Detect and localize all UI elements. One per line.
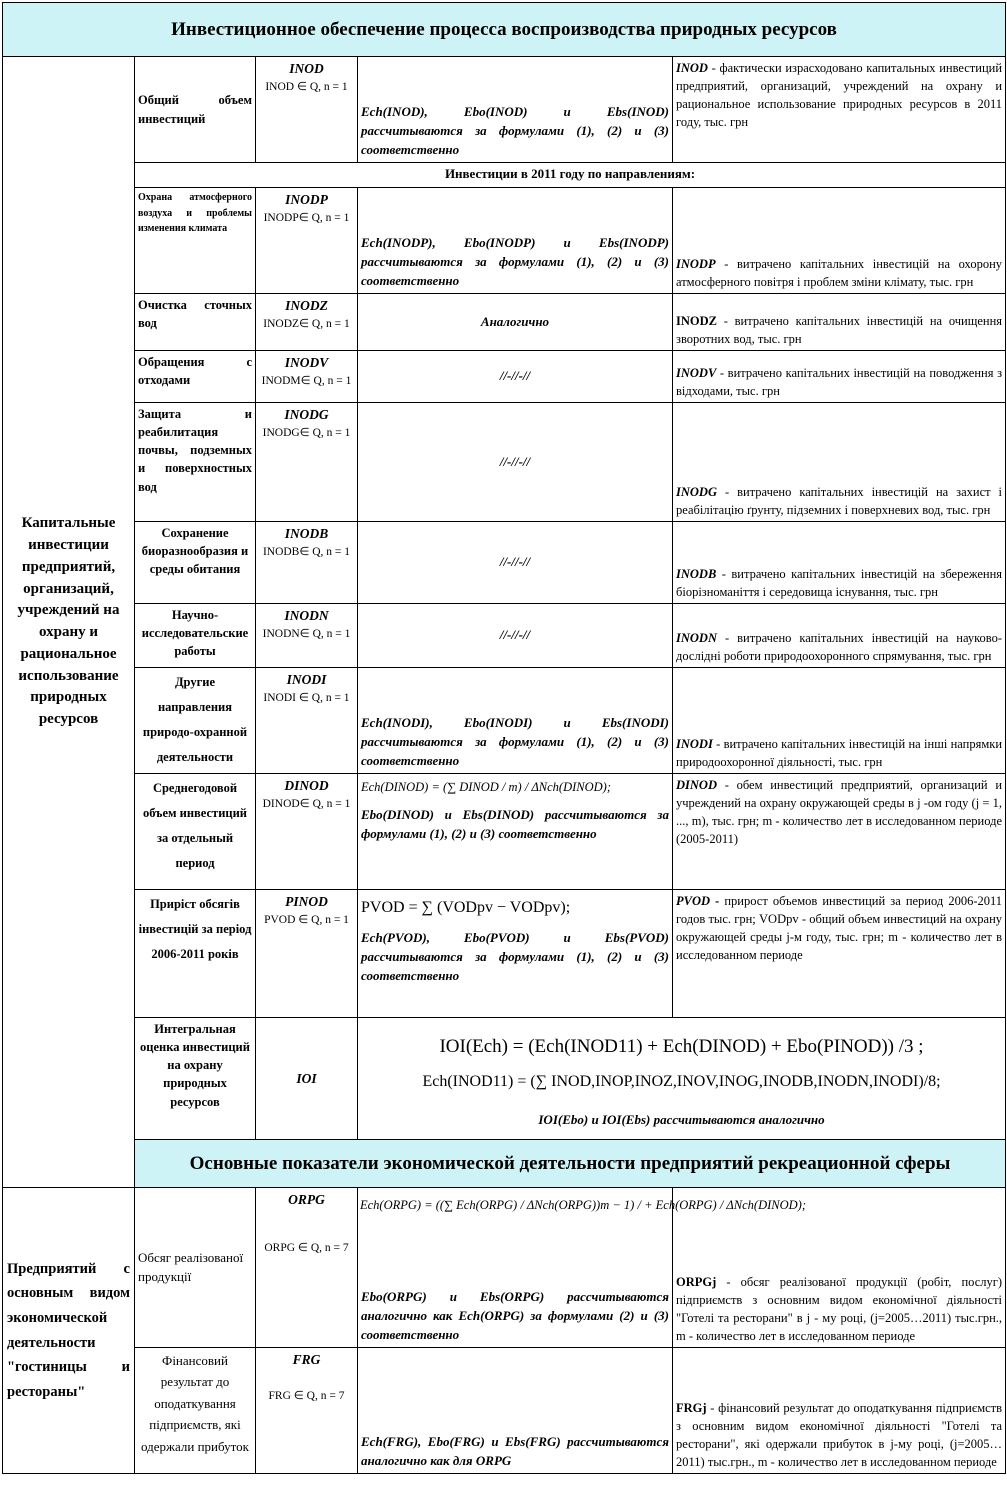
formula-orpg: Ech(ORPG) = ((∑ Ech(ORPG) / ΔNch(ORPG))m − 1) / + Ech(ORPG) / ΔNch(DINOD);: [360, 1198, 806, 1212]
indicator-description: INODG - витрачено капітальних інвестицій на захист і реабілітацію ґрунту, підземних і поверхневих вод, тыс. грн: [673, 403, 1006, 522]
section-title-investment: Инвестиционное обеспечение процесса воспроизводства природных ресурсов: [3, 3, 1006, 57]
indicator-table: [2, 2, 1006, 1474]
calculation-method: Ech(FRG), Ebo(FRG) и Ebs(FRG) рассчитываются аналогично как для ORPG: [358, 1348, 673, 1474]
indicator-code: INODB INODB∈ Q, n = 1: [256, 522, 358, 604]
indicator-description: PVOD - прирост объемов инвестиций за период 2006-2011 годов тыс. грн; VODpv - общий объем инвестиций на охрану окружающей среды j-м году, тыс. грн; m - количество лет в исследованном периоде: [673, 890, 1006, 1018]
indicator-name: Общий объем инвестиций: [135, 57, 256, 163]
indicator-code: PINOD PVOD ∈ Q, n = 1: [256, 890, 358, 1018]
indicator-description: INODN - витрачено капітальних інвестицій на науково-дослідні роботи природоохоронного спрямування, тыс. грн: [673, 604, 1006, 668]
indicator-code: INODG INODG∈ Q, n = 1: [256, 403, 358, 522]
indicator-name: Охрана атмосферного воздуха и проблемы изменения климата: [135, 188, 256, 294]
indicator-code: INODV INODM∈ Q, n = 1: [256, 351, 358, 403]
indicator-name: Другие направления природо-охранной деятельности: [135, 668, 256, 774]
indicator-name: Очистка сточных вод: [135, 294, 256, 351]
calculation-method: Ech(INODP), Ebo(INODP) и Ebs(INODP) рассчитываются за формулами (1), (2) и (3) соответственно: [358, 188, 673, 294]
indicator-code: INODN INODN∈ Q, n = 1: [256, 604, 358, 668]
indicator-code: FRG FRG ∈ Q, n = 7: [256, 1348, 358, 1474]
indicator-description: INODB - витрачено капітальних інвестицій на збереження біорізноманіття і середовища існування, тыс. грн: [673, 522, 1006, 604]
formula-ioi: IOI(Ech) = (Ech(INOD11) + Ech(DINOD) + Ebo(PINOD)) /3 ;: [439, 1035, 924, 1057]
indicator-name: Защита и реабилитация почвы, подземных и поверхностных вод: [135, 403, 256, 522]
indicator-description: INOD - фактически израсходовано капитальных инвестиций предприятий, организаций, учреждений на охрану и рациональное использование природных ресурсов в 2011 году, тыс. грн: [673, 57, 1006, 163]
indicator-description: INODZ - витрачено капітальних інвестицій на очищення зворотних вод, тыс. грн: [673, 294, 1006, 351]
calculation-method: Ech(INOD), Ebo(INOD) и Ebs(INOD) рассчитываются за формулами (1), (2) и (3) соответственно: [358, 57, 673, 163]
indicator-code: ORPG ORPG ∈ Q, n = 7: [256, 1188, 358, 1348]
indicator-description: INODP - витрачено капітальних інвестицій на охорону атмосферного повітря і проблем зміни клімату, тыс. грн: [673, 188, 1006, 294]
indicator-name: Обсяг реалізованої продукції: [135, 1188, 256, 1348]
calculation-method: Аналогично: [358, 294, 673, 351]
indicator-name: Фінансовий результат до оподаткування підприємств, які одержали прибуток: [135, 1348, 256, 1474]
indicator-name: Интегральная оценка инвестиций на охрану природных ресурсов: [135, 1018, 256, 1140]
formula-inod11: Ech(INOD11) = (∑ INOD,INOP,INOZ,INOV,INOG,INODB,INODN,INODI)/8;: [422, 1073, 941, 1091]
indicator-name: Обращения с отходами: [135, 351, 256, 403]
calculation-method: Ebo(ORPG) и Ebs(ORPG) рассчитываются аналогично как Ech(ORPG) за формулами (2) и (3) соответственно: [358, 1188, 673, 1348]
indicator-description: ORPGj - обсяг реалізованої продукції (робіт, послуг) підприємств з основним видом економічної діяльності "Готелі та ресторани" в j - му році, (j=2005…2011) тыс.грн., m - количество лет в исследованном периоде: [673, 1188, 1006, 1348]
section-title-recreation: Основные показатели экономической деятельности предприятий рекреационной сферы: [135, 1140, 1006, 1188]
calculation-method: PVOD = ∑ (VODpv − VODpv); Ech(PVOD), Ebo(PVOD) и Ebs(PVOD) рассчитываются за формулами (1), (2) и (3) соответственно: [358, 890, 673, 1018]
group-label-capital-investment: Капитальные инвестиции предприятий, организаций, учреждений на охрану и рациональное использование природных ресурсов: [3, 57, 135, 1188]
indicator-code: INODP INODP∈ Q, n = 1: [256, 188, 358, 294]
subheader-directions: Инвестиции в 2011 году по направлениям:: [135, 163, 1006, 188]
indicator-name: Сохранение биоразнообразия и среды обитания: [135, 522, 256, 604]
indicator-code: DINOD DINOD∈ Q, n = 1: [256, 774, 358, 890]
indicator-name: Приріст обсягів інвестицій за період 2006-2011 років: [135, 890, 256, 1018]
formula-dinod: Ech(DINOD) = (∑ DINOD / m) / ΔNch(DINOD);: [361, 780, 611, 794]
indicator-description: INODV - витрачено капітальних інвестицій на поводження з відходами, тыс. грн: [673, 351, 1006, 403]
formula-note: IOI(Ebo) и IOI(Ebs) рассчитываются аналогично: [538, 1112, 825, 1128]
calculation-method: //-//-//: [358, 604, 673, 668]
formula-pvod: PVOD = ∑ (VODpv − VODpv);: [361, 899, 571, 916]
indicator-description: INODI - витрачено капітальних інвестицій на інші напрямки природоохоронної діяльності, тыс. грн: [673, 668, 1006, 774]
indicator-code: INOD INOD ∈ Q, n = 1: [256, 57, 358, 163]
calculation-method: //-//-//: [358, 522, 673, 604]
indicator-name: Научно-исследовательские работы: [135, 604, 256, 668]
indicator-code: INODZ INODZ∈ Q, n = 1: [256, 294, 358, 351]
calculation-method: //-//-//: [358, 351, 673, 403]
indicator-description: FRGj - фінансовий результат до оподаткування підприємств з основним видом економічної діяльності "Готелі та ресторани", які одержали прибуток в j-му році, (j=2005…2011) тыс.грн., m - количество лет в исследованном периоде: [673, 1348, 1006, 1474]
calculation-method: Ech(INODI), Ebo(INODI) и Ebs(INODI) рассчитываются за формулами (1), (2) и (3) соответственно: [358, 668, 673, 774]
indicator-description: DINOD - обем инвестиций предприятий, организаций и учреждений на охрану окружающей среды в j -ом году (j = 1, ..., m), тыс. грн; m - количество лет в исследованном периоде (2005-2011): [673, 774, 1006, 890]
calculation-method: Ech(DINOD) = (∑ DINOD / m) / ΔNch(DINOD); Ebo(DINOD) и Ebs(DINOD) рассчитываются за формулами (1), (2) и (3) соответственно: [358, 774, 673, 890]
group-label-hotels: Предприятий с основным видом экономической деятельности "гостиницы и рестораны": [3, 1188, 135, 1474]
indicator-code: IOI: [256, 1018, 358, 1140]
integral-formula-block: [358, 1018, 1006, 1140]
indicator-name: Среднегодовой объем инвестиций за отдельный период: [135, 774, 256, 890]
indicator-code: INODI INODI ∈ Q, n = 1: [256, 668, 358, 774]
calculation-method: //-//-//: [358, 403, 673, 522]
